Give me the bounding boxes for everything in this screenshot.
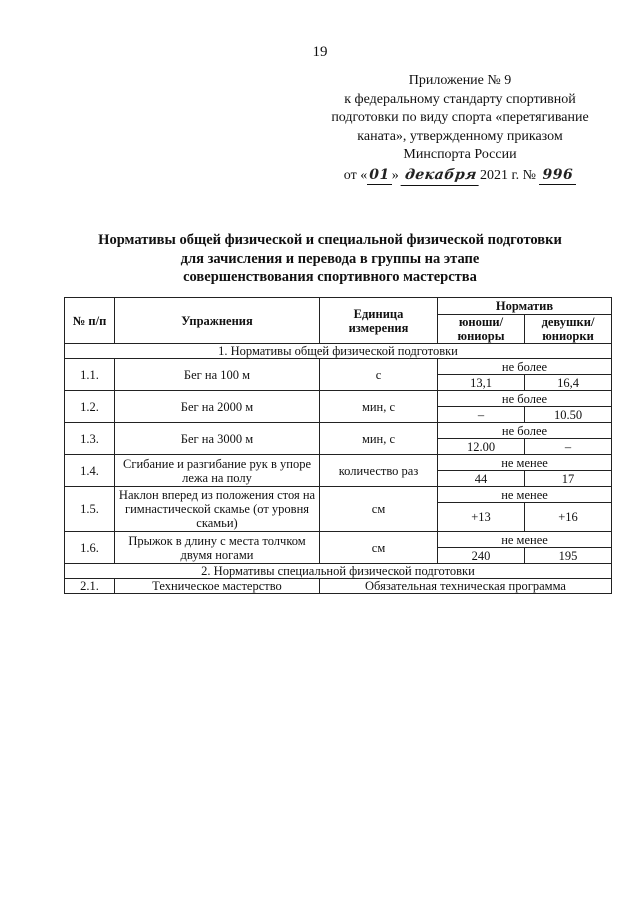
row-unit: с: [320, 359, 438, 391]
norms-table: [64, 297, 612, 594]
row-girls-value: +16: [525, 503, 612, 532]
row-girls-value: 16,4: [525, 375, 612, 391]
handwritten-month: декабря: [401, 166, 481, 186]
row-boys-value: 44: [438, 471, 525, 487]
order-date: [310, 166, 610, 186]
appendix-block: [310, 72, 610, 185]
row-condition: не более: [438, 423, 612, 439]
header-num: № п/п: [65, 298, 115, 344]
header-unit: Единица измерения: [320, 298, 438, 344]
row-unit: см: [320, 487, 438, 532]
date-mid: »: [391, 167, 399, 183]
heading-line: для зачисления и перевода в группы на этапе: [180, 250, 480, 267]
row-boys-value: +13: [438, 503, 525, 532]
row-boys-value: 13,1: [438, 375, 525, 391]
section-title: 1. Нормативы общей физической подготовки: [65, 344, 612, 359]
row-num: 1.4.: [65, 455, 115, 487]
section-title: 2. Нормативы специальной физической подготовки: [65, 564, 612, 579]
appendix-line: каната», утвержденному приказом: [357, 128, 563, 144]
appendix-line: подготовки по виду спорта «перетягивание: [331, 110, 589, 125]
date-year: 2021 г. №: [479, 167, 536, 183]
row-condition: не более: [438, 391, 612, 407]
row-girls-value: 10.50: [525, 407, 612, 423]
row-exercise: Бег на 100 м: [115, 359, 320, 391]
row-condition: не более: [438, 359, 612, 375]
row-boys-value: –: [438, 407, 525, 423]
row-girls-value: 17: [525, 471, 612, 487]
row-boys-value: 240: [438, 548, 525, 564]
row-exercise: Прыжок в длину с места толчком двумя ногами: [115, 532, 320, 564]
row-num: 1.2.: [65, 391, 115, 423]
appendix-line: Минспорта России: [403, 147, 517, 162]
handwritten-order-number: 996: [539, 166, 576, 186]
row-unit: мин, с: [320, 391, 438, 423]
row-unit: см: [320, 532, 438, 564]
row-girls-value: –: [525, 439, 612, 455]
row-exercise: Сгибание и разгибание рук в упоре лежа на полу: [115, 455, 320, 487]
row-condition: не менее: [438, 455, 612, 471]
row-num: 1.6.: [65, 532, 115, 564]
row-norm-text: Обязательная техническая программа: [320, 579, 612, 594]
header-boys: юноши/ юниоры: [438, 315, 525, 344]
appendix-title: Приложение № 9: [408, 73, 512, 88]
row-unit: мин, с: [320, 423, 438, 455]
row-exercise: Бег на 3000 м: [115, 423, 320, 455]
row-exercise: Бег на 2000 м: [115, 391, 320, 423]
row-num: 1.5.: [65, 487, 115, 532]
header-norm: Норматив: [438, 298, 612, 315]
page-number: 19: [312, 44, 328, 60]
appendix-line: к федеральному стандарту спортивной: [344, 91, 576, 107]
row-exercise: Наклон вперед из положения стоя на гимнастической скамье (от уровня скамьи): [115, 487, 320, 532]
header-girls: девушки/ юниорки: [525, 315, 612, 344]
handwritten-day: 01: [367, 166, 391, 186]
row-condition: не менее: [438, 532, 612, 548]
row-exercise: Техническое мастерство: [115, 579, 320, 594]
row-num: 1.3.: [65, 423, 115, 455]
row-unit: количество раз: [320, 455, 438, 487]
row-condition: не менее: [438, 487, 612, 503]
row-boys-value: 12.00: [438, 439, 525, 455]
row-num: 1.1.: [65, 359, 115, 391]
heading-line: совершенствования спортивного мастерства: [183, 269, 477, 285]
header-exercise: Упражнения: [115, 298, 320, 344]
document-heading: [40, 231, 620, 287]
row-girls-value: 195: [525, 548, 612, 564]
heading-line: Нормативы общей физической и специальной физической подготовки: [98, 232, 562, 248]
date-prefix: от «: [343, 167, 368, 183]
row-num: 2.1.: [65, 579, 115, 594]
